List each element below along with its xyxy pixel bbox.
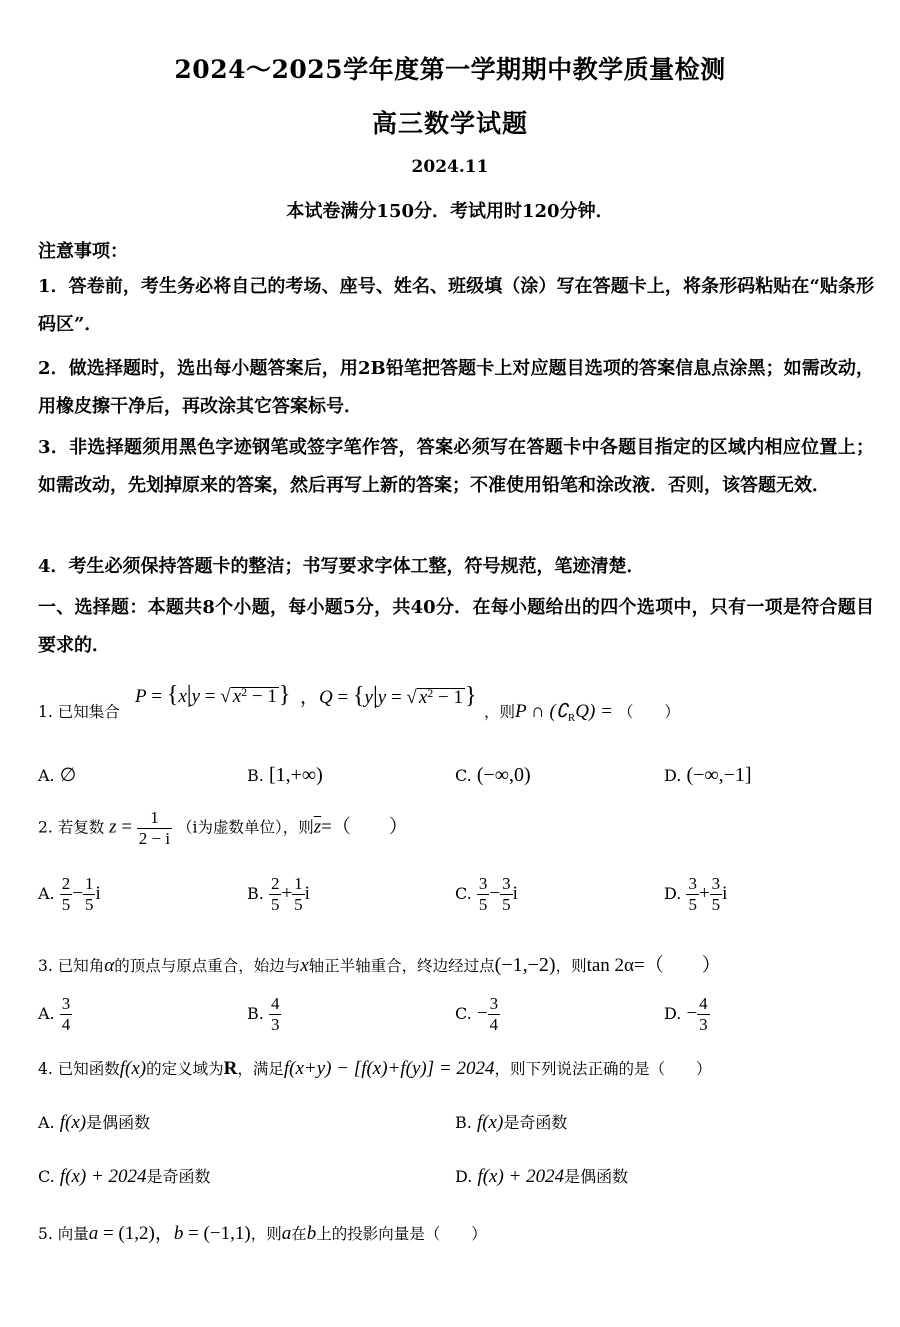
notice-item-3: 3．非选择题须用黑色字迹钢笔或签字笔作答，答案必须写在答题卡中各题目指定的区域内相应位置上；如需改动，先划掉原来的答案，然后再写上新的答案；不准使用铅笔和涂改液．否则，该答题无效． [38,437,874,496]
section-1-heading: 一、选择题：本题共8个小题，每小题5分，共40分．在每小题给出的四个选项中，只有一项是符合题目要求的． [38,597,874,656]
q1-prefix: 1. 已知集合 [38,703,120,721]
score-info: 本试卷满分150分．考试用时120分钟． [286,201,614,222]
q1-option-b[interactable]: B. [1,+∞) [247,764,323,786]
notice-item-2: 2．做选择题时，选出每小题答案后，用2B铅笔把答题卡上对应题目选项的答案信息点涂黑；如需改动，用橡皮擦干净后，再改涂其它答案标号． [38,358,874,417]
q1-option-c[interactable]: C. (−∞,0) [455,764,531,786]
q1-option-d[interactable]: D. (−∞,−1] [664,764,752,786]
q1-expression: ，则P ∩ $(∁_RQ)$ = （ ） [484,701,680,725]
q2-option-d[interactable]: D. $\frac{3}{5}$ + $\frac{3}{5}$ i [664,874,728,914]
question-5: 5. 向量a = (1,2)，b = (−1,1)，则a在b上的投影向量是（ ） [38,1223,487,1244]
vector-a: a [88,1223,99,1244]
exam-subtitle: 高三数学试题 [371,109,528,138]
q1-option-a[interactable]: A. ∅ [38,765,77,786]
q3-option-a[interactable]: A. $\frac{3}{4}$ [38,994,71,1034]
q4-option-c[interactable]: C. f(x) + 2024是奇函数 [38,1166,211,1187]
q2-option-a[interactable]: A. $\frac{2}{5}$ − $\frac{1}{5}$ i [38,874,101,914]
q2-option-b[interactable]: B. $\frac{2}{5}$ + $\frac{1}{5}$ i [247,874,310,914]
q1-set-q: ，Q = {y|y = √ $x^2 - 1$} [300,683,477,709]
q4-option-d[interactable]: D. f(x) + 2024是偶函数 [455,1166,629,1187]
q2-option-c[interactable]: C. $\frac{3}{5}$ − $\frac{3}{5}$ i [455,874,518,914]
q4-option-b[interactable]: B. f(x)是奇函数 [455,1112,568,1133]
q3-option-c[interactable]: C. − $\frac{3}{4}$ [455,994,499,1034]
vector-b: b [173,1223,184,1244]
q3-option-b[interactable]: B. $\frac{4}{3}$ [247,994,280,1034]
q1-set-p: P = {x|y = √ $x^2 - 1$} [135,682,291,708]
notice-item-1: 1．答卷前，考生务必将自己的考场、座号、姓名、班级填（涂）写在答题卡上，将条形码粘贴在“贴条形码区”． [38,276,874,335]
q4-option-a[interactable]: A. f(x)是偶函数 [38,1112,151,1133]
question-4: 4. 已知函数f(x)的定义域为R，满足f(x+y) − [f(x)+f(y)] = 2024，则下列说法正确的是（ ） [38,1058,712,1079]
notice-heading: 注意事项： [38,241,128,262]
exam-title: 2024～2025学年度第一学期期中教学质量检测 [174,55,726,84]
question-1 [38,700,120,722]
question-2: 2. 若复数 z = $\frac{1}{2 - i}$ （i为虚数单位），则$\overline{z}=$（ ） [38,808,408,848]
notice-item-4: 4．考生必须保持答题卡的整洁；书写要求字体工整，符号规范，笔迹清楚． [38,556,645,577]
question-3: 3. 已知角α的顶点与原点重合，始边与x轴正半轴重合，终边经过点(−1,−2)，则tan 2α=（ ） [38,954,721,976]
exam-date: 2024.11 [411,157,489,177]
q3-option-d[interactable]: D. − $\frac{4}{3}$ [664,994,708,1034]
